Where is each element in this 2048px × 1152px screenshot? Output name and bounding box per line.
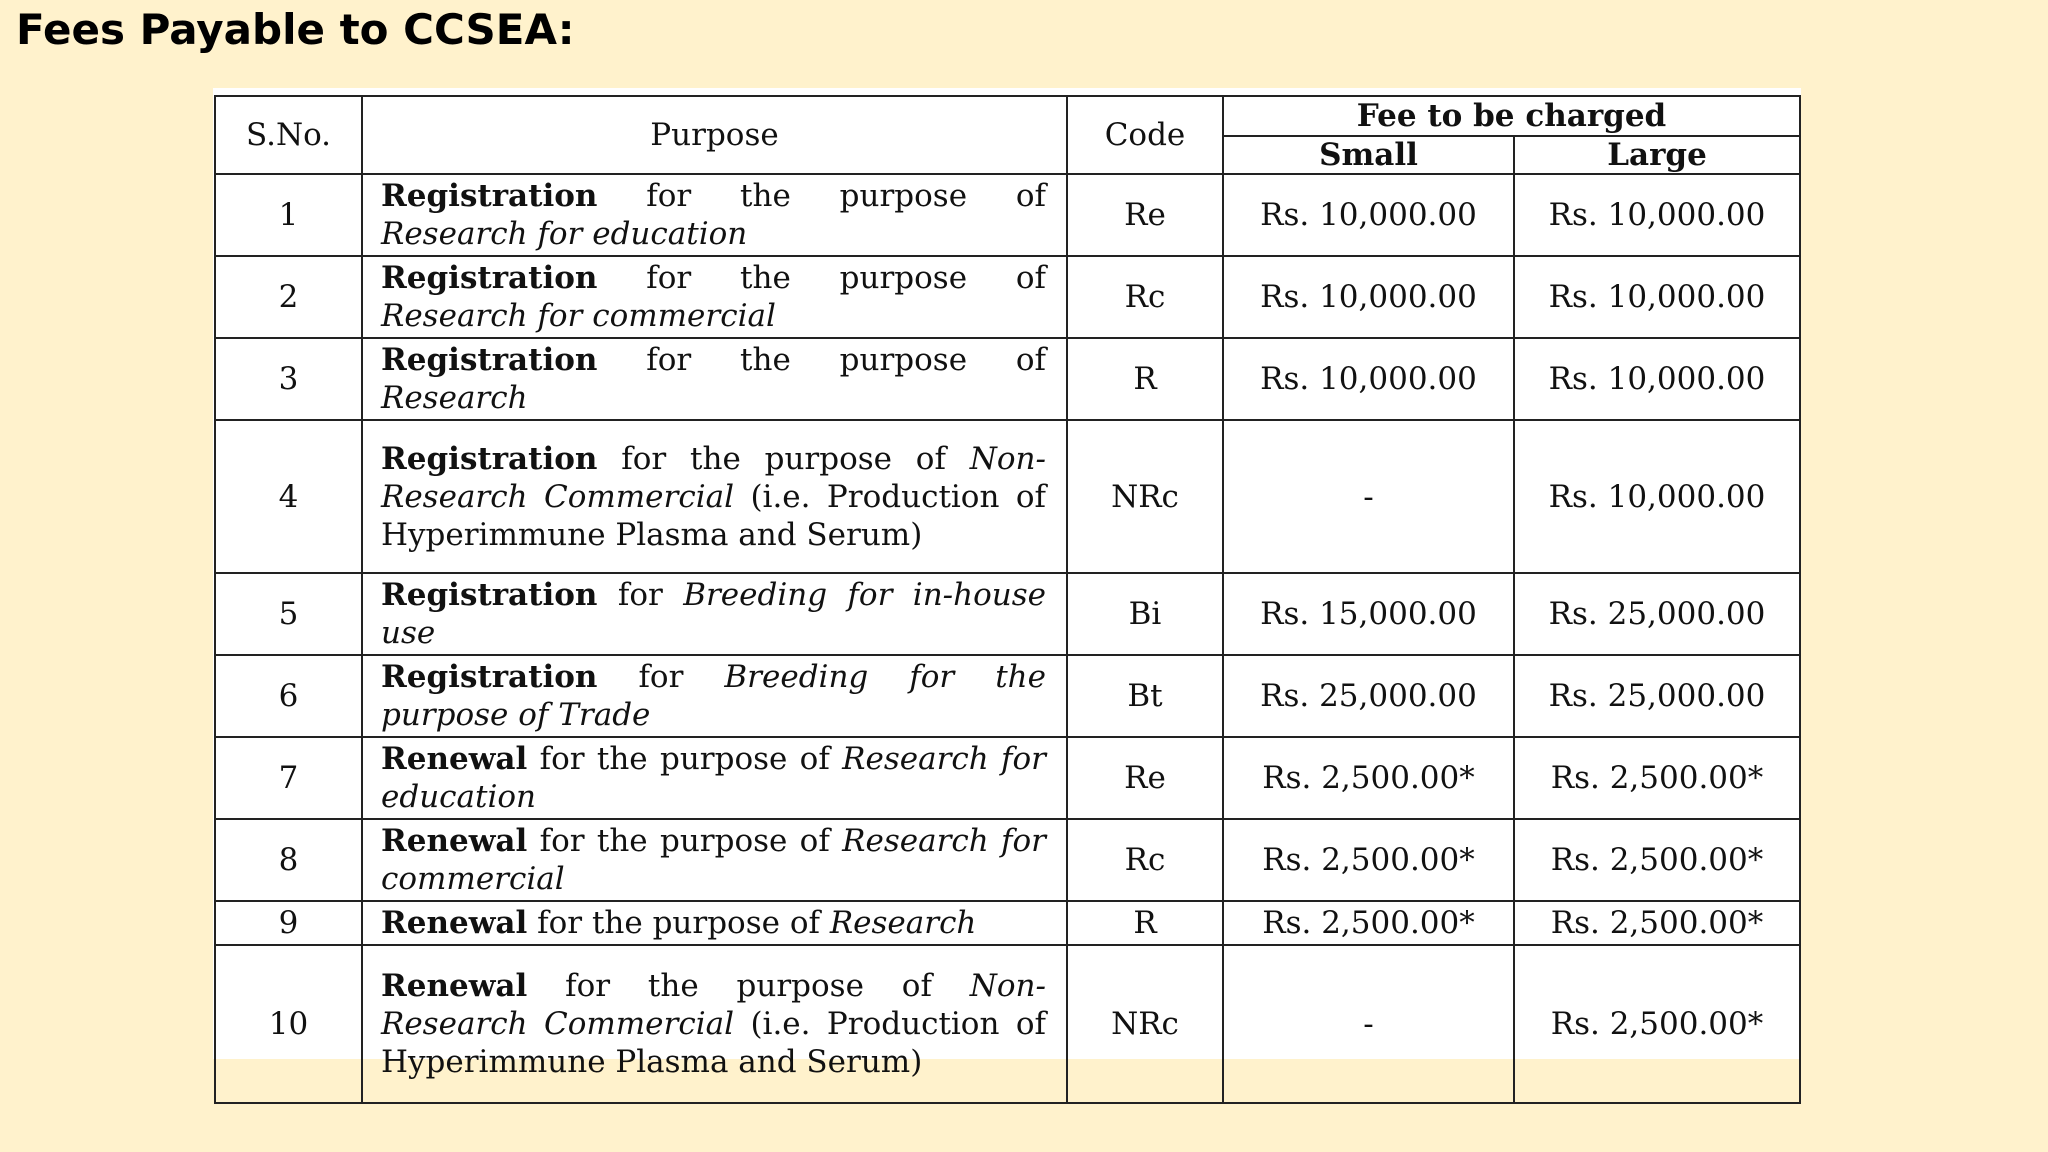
header-row xyxy=(215,96,1800,136)
table-row xyxy=(215,737,1800,819)
cell-code: Re xyxy=(1067,174,1223,256)
purpose-category: Research xyxy=(381,380,528,416)
page-title: Fees Payable to CCSEA: xyxy=(16,5,575,54)
cell-code: NRc xyxy=(1067,945,1223,1103)
col-header-code: Code xyxy=(1067,96,1223,174)
cell-fee-small: Rs. 2,500.00* xyxy=(1223,901,1514,945)
purpose-text: for xyxy=(597,659,725,695)
purpose-action: Registration xyxy=(381,577,598,613)
cell-purpose xyxy=(362,174,1067,256)
purpose-category: Non-Research Commercial xyxy=(381,440,1046,515)
purpose-action: Renewal xyxy=(381,968,528,1004)
cell-purpose xyxy=(362,420,1067,573)
cell-sno: 1 xyxy=(215,174,362,256)
cell-fee-large: Rs. 2,500.00* xyxy=(1514,737,1800,819)
cell-sno: 4 xyxy=(215,420,362,573)
table-row xyxy=(215,655,1800,737)
cell-code: R xyxy=(1067,338,1223,420)
purpose-text: for the purpose of xyxy=(527,905,830,941)
cell-fee-large: Rs. 2,500.00* xyxy=(1514,819,1800,901)
cell-code: R xyxy=(1067,901,1223,945)
cell-purpose xyxy=(362,945,1067,1103)
table-row xyxy=(215,945,1800,1103)
cell-fee-large: Rs. 10,000.00 xyxy=(1514,174,1800,256)
fee-table xyxy=(214,95,1801,1104)
table-row xyxy=(215,901,1800,945)
purpose-text: for the purpose of xyxy=(527,823,843,859)
cell-sno: 6 xyxy=(215,655,362,737)
purpose-action: Registration xyxy=(381,440,598,477)
cell-sno: 9 xyxy=(215,901,362,945)
purpose-action: Renewal xyxy=(381,741,528,777)
cell-fee-small: - xyxy=(1223,945,1514,1103)
cell-purpose xyxy=(362,819,1067,901)
purpose-text: for the purpose of xyxy=(597,342,1046,378)
purpose-action: Renewal xyxy=(381,905,528,941)
purpose-action: Registration xyxy=(381,659,598,695)
cell-code: Rc xyxy=(1067,819,1223,901)
table-row xyxy=(215,256,1800,338)
cell-sno: 8 xyxy=(215,819,362,901)
purpose-action: Renewal xyxy=(381,823,528,859)
purpose-detail: (i.e. Production of Hyperimmune Plasma and Serum) xyxy=(381,478,1047,553)
cell-fee-large: Rs. 2,500.00* xyxy=(1514,901,1800,945)
cell-fee-small: Rs. 10,000.00 xyxy=(1223,174,1514,256)
cell-purpose xyxy=(362,655,1067,737)
cell-fee-small: Rs. 15,000.00 xyxy=(1223,573,1514,655)
purpose-category: Non-Research Commercial xyxy=(381,968,1046,1042)
purpose-action: Registration xyxy=(381,342,598,378)
cell-sno: 7 xyxy=(215,737,362,819)
purpose-category: Research for commercial xyxy=(381,298,776,334)
col-header-small: Small xyxy=(1223,136,1514,174)
cell-fee-small: Rs. 10,000.00 xyxy=(1223,338,1514,420)
fee-table-image xyxy=(213,88,1801,1080)
cell-code: Bi xyxy=(1067,573,1223,655)
cell-code: Rc xyxy=(1067,256,1223,338)
purpose-category: Breeding for the purpose of Trade xyxy=(381,659,1046,733)
cell-sno: 2 xyxy=(215,256,362,338)
cell-purpose xyxy=(362,338,1067,420)
purpose-category: Breeding for in-house use xyxy=(381,577,1046,651)
table-row xyxy=(215,573,1800,655)
purpose-category: Research for education xyxy=(381,216,748,252)
cell-fee-small: Rs. 10,000.00 xyxy=(1223,256,1514,338)
col-header-purpose: Purpose xyxy=(362,96,1067,174)
cell-sno: 5 xyxy=(215,573,362,655)
cell-fee-small: Rs. 25,000.00 xyxy=(1223,655,1514,737)
table-row xyxy=(215,420,1800,573)
cell-fee-large: Rs. 10,000.00 xyxy=(1514,338,1800,420)
cell-fee-large: Rs. 25,000.00 xyxy=(1514,573,1800,655)
purpose-category: Research for education xyxy=(381,741,1046,815)
purpose-action: Registration xyxy=(381,178,598,214)
col-header-large: Large xyxy=(1514,136,1800,174)
purpose-category: Research xyxy=(829,905,977,941)
purpose-text: for the purpose of xyxy=(597,440,970,477)
col-header-fee-group: Fee to be charged xyxy=(1223,96,1800,136)
purpose-text: for the purpose of xyxy=(597,260,1046,296)
cell-fee-small: Rs. 2,500.00* xyxy=(1223,819,1514,901)
col-header-sno: S.No. xyxy=(215,96,362,174)
cell-purpose xyxy=(362,573,1067,655)
table-row xyxy=(215,174,1800,256)
cell-fee-large: Rs. 2,500.00* xyxy=(1514,945,1800,1103)
purpose-text: for the purpose of xyxy=(527,968,970,1004)
table-row xyxy=(215,338,1800,420)
cell-code: Bt xyxy=(1067,655,1223,737)
cell-fee-large: Rs. 10,000.00 xyxy=(1514,420,1800,573)
fee-table-body xyxy=(215,174,1800,1103)
table-row xyxy=(215,819,1800,901)
cell-code: NRc xyxy=(1067,420,1223,573)
purpose-category: Research for commercial xyxy=(381,823,1046,897)
cell-fee-small: Rs. 2,500.00* xyxy=(1223,737,1514,819)
cell-purpose xyxy=(362,256,1067,338)
cell-purpose xyxy=(362,901,1067,945)
purpose-action: Registration xyxy=(381,260,598,296)
cell-fee-large: Rs. 10,000.00 xyxy=(1514,256,1800,338)
cell-purpose xyxy=(362,737,1067,819)
cell-sno: 3 xyxy=(215,338,362,420)
cell-sno: 10 xyxy=(215,945,362,1103)
cell-fee-large: Rs. 25,000.00 xyxy=(1514,655,1800,737)
purpose-detail: (i.e. Production of Hyperimmune Plasma and Serum) xyxy=(381,1006,1047,1080)
purpose-text: for the purpose of xyxy=(527,741,843,777)
cell-code: Re xyxy=(1067,737,1223,819)
purpose-text: for the purpose of xyxy=(597,178,1046,214)
purpose-text: for xyxy=(597,577,684,613)
cell-fee-small: - xyxy=(1223,420,1514,573)
